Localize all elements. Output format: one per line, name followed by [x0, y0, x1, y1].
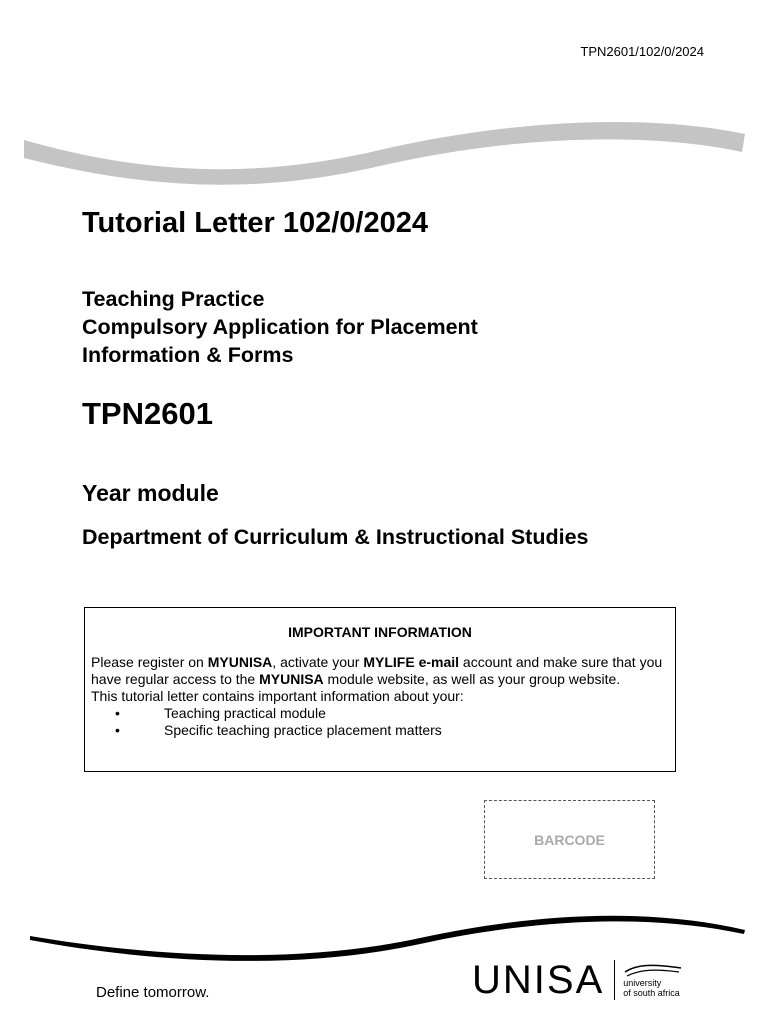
list-item: • Specific teaching practice placement matters: [91, 722, 669, 739]
subtitle-line: Teaching Practice: [82, 287, 265, 311]
barcode-placeholder: [484, 800, 655, 879]
module-code: TPN2601: [82, 396, 213, 431]
myunisa-emphasis: MYUNISA: [259, 671, 324, 687]
contents-intro: This tutorial letter contains important information about your:: [91, 688, 464, 704]
wave-emblem-icon: [623, 962, 683, 978]
subtitle-line: Information & Forms: [82, 343, 294, 367]
text-run: account and make sure that you have regular access to the: [91, 654, 663, 687]
logo-subtext: university: [623, 978, 662, 988]
text-run: Please register on: [91, 654, 208, 670]
tagline: Define tomorrow.: [96, 984, 210, 1001]
unisa-logo: [472, 958, 683, 1002]
document-reference: TPN2601/102/0/2024: [580, 44, 704, 59]
subtitle-block: [82, 285, 478, 369]
logo-emblem: [623, 962, 683, 998]
text-run: module website, as well as your group website.: [323, 671, 621, 687]
contents-list: [91, 705, 669, 739]
tutorial-letter-title: Tutorial Letter 102/0/2024: [82, 207, 429, 239]
logo-divider: [614, 960, 615, 1000]
subtitle-line: Compulsory Application for Placement: [82, 315, 478, 339]
registration-instructions: [91, 654, 669, 688]
top-decorative-swoosh: [0, 108, 768, 188]
text-run: , activate your: [272, 654, 364, 670]
important-information-heading: IMPORTANT INFORMATION: [288, 624, 472, 640]
important-information-box: [84, 607, 676, 772]
logo-subtext: of south africa: [623, 988, 680, 998]
department-name: Department of Curriculum & Instructional Studies: [82, 525, 589, 549]
module-type: Year module: [82, 480, 219, 506]
mylife-email-emphasis: MYLIFE e-mail: [363, 654, 460, 670]
list-item: • Teaching practical module: [91, 705, 669, 722]
barcode-label: BARCODE: [534, 831, 605, 848]
myunisa-emphasis: MYUNISA: [207, 654, 273, 670]
logo-wordmark: UNISA: [472, 958, 605, 1002]
